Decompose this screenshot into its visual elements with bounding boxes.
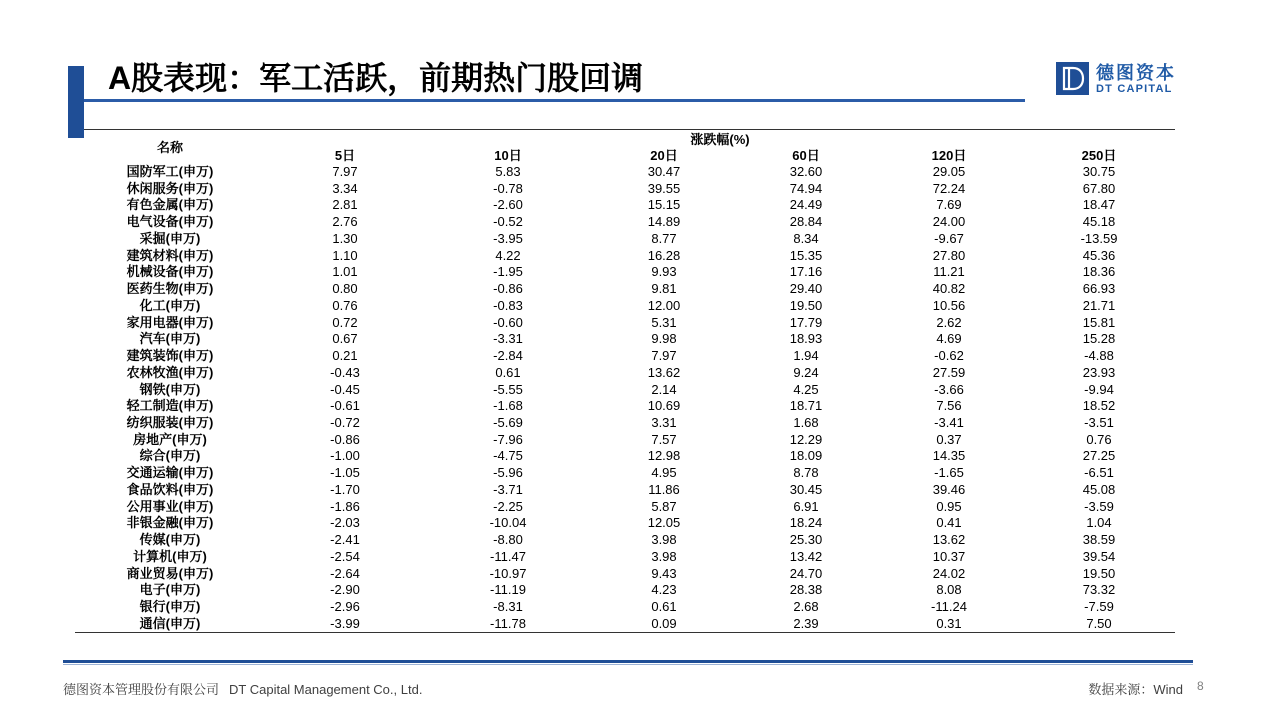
- change-10d: -8.80: [493, 532, 523, 548]
- change-250d: 15.81: [1082, 314, 1116, 330]
- header-period-20d: 20日: [650, 148, 678, 164]
- industry-name: 传媒(申万): [139, 532, 201, 548]
- industry-name: 医药生物(申万): [126, 281, 214, 297]
- change-10d: -1.95: [493, 264, 523, 280]
- change-20d: 39.55: [647, 180, 681, 196]
- performance-table: [75, 129, 1175, 633]
- change-250d: -3.51: [1084, 414, 1114, 430]
- change-250d: -9.94: [1084, 381, 1114, 397]
- change-60d: 15.35: [789, 247, 823, 263]
- change-5d: -2.96: [330, 599, 360, 615]
- change-20d: 0.09: [651, 615, 677, 631]
- change-5d: 3.34: [332, 180, 358, 196]
- change-5d: -2.64: [330, 565, 360, 581]
- footer-company-en: DT Capital Management Co., Ltd.: [229, 682, 423, 697]
- industry-name: 综合(申万): [139, 448, 201, 464]
- industry-name: 交通运输(申万): [126, 465, 214, 481]
- change-60d: 24.70: [789, 565, 823, 581]
- industry-name: 商业贸易(申万): [126, 565, 214, 581]
- title-accent-bar: [68, 66, 84, 138]
- change-5d: 0.76: [332, 297, 358, 313]
- footer-company-cn: 德图资本管理股份有限公司: [63, 682, 220, 697]
- table-row: [75, 264, 1175, 281]
- change-120d: 24.00: [932, 214, 966, 230]
- change-10d: -0.78: [493, 180, 523, 196]
- change-10d: -5.69: [493, 414, 523, 430]
- change-60d: 9.24: [793, 364, 819, 380]
- change-20d: 7.57: [651, 431, 677, 447]
- table-row: [75, 415, 1175, 432]
- change-120d: 2.62: [936, 314, 962, 330]
- industry-name: 采掘(申万): [139, 230, 201, 246]
- footer-company: [63, 682, 422, 698]
- table-header: [75, 130, 1175, 164]
- change-60d: 4.25: [793, 381, 819, 397]
- change-10d: -11.78: [490, 615, 526, 631]
- table-row: [75, 548, 1175, 565]
- industry-name: 食品饮料(申万): [126, 481, 214, 497]
- change-250d: 39.54: [1082, 548, 1116, 564]
- change-20d: 0.61: [651, 599, 677, 615]
- change-10d: -8.31: [493, 599, 523, 615]
- change-10d: -2.25: [493, 498, 523, 514]
- change-20d: 30.47: [647, 163, 681, 179]
- change-20d: 12.98: [647, 448, 681, 464]
- table-row: [75, 231, 1175, 248]
- change-60d: 18.71: [789, 398, 823, 414]
- change-5d: -0.61: [330, 398, 360, 414]
- change-250d: 66.93: [1082, 281, 1116, 297]
- change-10d: -3.31: [493, 331, 523, 347]
- change-5d: 0.80: [332, 281, 358, 297]
- change-20d: 9.98: [651, 331, 677, 347]
- table-row: [75, 247, 1175, 264]
- change-10d: -2.60: [493, 197, 523, 213]
- table-row: [75, 398, 1175, 415]
- change-10d: -10.04: [489, 515, 527, 531]
- change-250d: 18.36: [1082, 264, 1116, 280]
- table-row: [75, 498, 1175, 515]
- table-row: [75, 348, 1175, 365]
- change-10d: -10.97: [489, 565, 527, 581]
- table-row: [75, 281, 1175, 298]
- table-row: [75, 465, 1175, 482]
- change-60d: 74.94: [789, 180, 823, 196]
- header-name: 名称: [156, 140, 183, 156]
- change-60d: 8.34: [793, 230, 819, 246]
- industry-name: 轻工制造(申万): [126, 398, 214, 414]
- change-5d: -2.54: [330, 548, 360, 564]
- change-250d: 19.50: [1082, 565, 1116, 581]
- change-60d: 28.38: [789, 582, 823, 598]
- change-250d: 7.50: [1086, 615, 1112, 631]
- footer-divider-thin: [63, 664, 1193, 665]
- change-20d: 5.31: [651, 314, 677, 330]
- change-60d: 12.29: [789, 431, 823, 447]
- change-60d: 18.93: [789, 331, 823, 347]
- change-120d: 13.62: [932, 532, 966, 548]
- industry-name: 休闲服务(申万): [126, 180, 214, 196]
- table-row: [75, 515, 1175, 532]
- change-120d: 39.46: [932, 481, 966, 497]
- change-120d: 72.24: [932, 180, 966, 196]
- change-120d: -0.62: [934, 348, 964, 364]
- change-10d: -0.83: [493, 297, 523, 313]
- change-60d: 32.60: [789, 163, 823, 179]
- table-row: [75, 297, 1175, 314]
- slide-title: A股表现：军工活跃，前期热门股回调: [108, 60, 644, 96]
- change-250d: 18.47: [1082, 197, 1116, 213]
- change-60d: 25.30: [789, 532, 823, 548]
- change-10d: -7.96: [493, 431, 523, 447]
- change-250d: 23.93: [1082, 364, 1116, 380]
- industry-name: 有色金属(申万): [126, 197, 214, 213]
- change-10d: 0.61: [495, 364, 521, 380]
- table-row: [75, 615, 1175, 632]
- industry-name: 机械设备(申万): [126, 264, 214, 280]
- change-120d: 24.02: [932, 565, 966, 581]
- table-row: [75, 431, 1175, 448]
- change-20d: 14.89: [647, 214, 681, 230]
- change-250d: 0.76: [1086, 431, 1112, 447]
- change-5d: -1.05: [330, 465, 360, 481]
- change-60d: 2.39: [793, 615, 819, 631]
- change-120d: 10.56: [932, 297, 966, 313]
- change-250d: 30.75: [1082, 163, 1116, 179]
- change-10d: -1.68: [493, 398, 523, 414]
- change-20d: 9.93: [651, 264, 677, 280]
- change-20d: 15.15: [647, 197, 681, 213]
- change-250d: 45.36: [1082, 247, 1116, 263]
- change-60d: 19.50: [789, 297, 823, 313]
- change-60d: 17.79: [789, 314, 823, 330]
- change-5d: -0.86: [330, 431, 360, 447]
- change-120d: 11.21: [933, 264, 965, 280]
- change-5d: -0.72: [330, 414, 360, 430]
- d-logo-icon: [1056, 62, 1089, 95]
- header-period-10d: 10日: [494, 148, 522, 164]
- industry-name: 农林牧渔(申万): [126, 364, 214, 380]
- change-5d: -1.86: [330, 498, 360, 514]
- change-60d: 1.68: [793, 414, 819, 430]
- change-250d: 45.18: [1082, 214, 1116, 230]
- change-5d: -1.00: [330, 448, 360, 464]
- change-250d: -4.88: [1084, 348, 1114, 364]
- table-row: [75, 582, 1175, 599]
- industry-name: 银行(申万): [139, 599, 201, 615]
- change-10d: -0.60: [493, 314, 523, 330]
- change-120d: 27.80: [932, 247, 966, 263]
- change-5d: -2.90: [330, 582, 360, 598]
- change-20d: 9.43: [651, 565, 677, 581]
- change-120d: 10.37: [932, 548, 966, 564]
- change-60d: 2.68: [793, 599, 819, 615]
- change-20d: 3.31: [651, 414, 677, 430]
- change-250d: 38.59: [1082, 532, 1116, 548]
- logo-name-cn: 德图资本: [1096, 63, 1176, 83]
- change-20d: 13.62: [647, 364, 681, 380]
- header-change-pct: 涨跌幅(%): [690, 131, 750, 147]
- table-row: [75, 314, 1175, 331]
- change-250d: -7.59: [1084, 599, 1114, 615]
- change-60d: 18.24: [789, 515, 823, 531]
- header-period-250d: 250日: [1081, 148, 1117, 164]
- table-row: [75, 180, 1175, 197]
- table-row: [75, 482, 1175, 499]
- change-250d: 45.08: [1082, 481, 1116, 497]
- change-5d: 0.72: [332, 314, 358, 330]
- change-20d: 12.00: [647, 297, 681, 313]
- change-20d: 8.77: [651, 230, 677, 246]
- change-20d: 7.97: [651, 348, 677, 364]
- change-250d: -6.51: [1084, 465, 1114, 481]
- change-250d: 15.28: [1082, 331, 1116, 347]
- header-period-60d: 60日: [792, 148, 820, 164]
- change-20d: 5.87: [651, 498, 677, 514]
- logo-name-en: DT CAPITAL: [1096, 83, 1173, 95]
- change-250d: -13.59: [1080, 230, 1118, 246]
- change-250d: 27.25: [1082, 448, 1116, 464]
- change-20d: 11.86: [648, 481, 680, 497]
- change-120d: 0.31: [936, 615, 962, 631]
- change-5d: -2.03: [330, 515, 360, 531]
- change-20d: 10.69: [647, 398, 681, 414]
- industry-name: 计算机(申万): [133, 548, 207, 564]
- table-row: [75, 331, 1175, 348]
- change-5d: -0.45: [330, 381, 360, 397]
- change-120d: -3.66: [934, 381, 964, 397]
- change-20d: 3.98: [651, 532, 677, 548]
- industry-name: 钢铁(申万): [139, 381, 201, 397]
- industry-name: 化工(申万): [139, 297, 201, 313]
- change-20d: 3.98: [651, 548, 677, 564]
- change-60d: 13.42: [789, 548, 823, 564]
- change-60d: 1.94: [793, 348, 819, 364]
- change-250d: 1.04: [1086, 515, 1112, 531]
- change-5d: 1.10: [332, 247, 358, 263]
- industry-name: 电子(申万): [139, 582, 201, 598]
- industry-name: 非银金融(申万): [126, 515, 214, 531]
- header-period-120d: 120日: [931, 148, 967, 164]
- change-10d: -4.75: [493, 448, 523, 464]
- change-60d: 17.16: [789, 264, 823, 280]
- change-120d: -3.41: [934, 414, 964, 430]
- change-5d: 0.67: [332, 331, 358, 347]
- change-5d: 1.30: [332, 230, 358, 246]
- change-20d: 4.23: [651, 582, 677, 598]
- change-10d: -5.96: [493, 465, 523, 481]
- industry-name: 纺织服装(申万): [126, 414, 214, 430]
- industry-name: 建筑装饰(申万): [126, 348, 214, 364]
- industry-name: 电气设备(申万): [126, 214, 214, 230]
- company-logo: [1056, 62, 1180, 96]
- change-5d: 7.97: [332, 163, 358, 179]
- change-5d: -3.99: [330, 615, 360, 631]
- table-body: [75, 164, 1175, 633]
- change-20d: 4.95: [651, 465, 677, 481]
- change-120d: 40.82: [932, 281, 966, 297]
- change-20d: 9.81: [651, 281, 677, 297]
- table-row: [75, 599, 1175, 616]
- industry-name: 公用事业(申万): [126, 498, 214, 514]
- page-number: 8: [1197, 679, 1204, 693]
- industry-name: 通信(申万): [139, 615, 201, 631]
- change-120d: 8.08: [936, 582, 962, 598]
- header-period-5d: 5日: [334, 148, 356, 164]
- change-60d: 8.78: [793, 465, 819, 481]
- change-120d: 0.41: [936, 515, 962, 531]
- change-120d: 0.37: [936, 431, 962, 447]
- industry-name: 建筑材料(申万): [126, 247, 214, 263]
- change-120d: -9.67: [934, 230, 964, 246]
- change-120d: 0.95: [936, 498, 962, 514]
- change-120d: 27.59: [932, 364, 966, 380]
- change-10d: -11.19: [490, 582, 526, 598]
- table-row: [75, 448, 1175, 465]
- data-source: 数据来源：Wind: [1088, 682, 1183, 697]
- change-10d: -0.52: [493, 214, 523, 230]
- footer-divider: [63, 660, 1193, 663]
- change-5d: 2.76: [332, 214, 358, 230]
- change-20d: 2.14: [651, 381, 677, 397]
- table-row: [75, 565, 1175, 582]
- change-5d: 0.21: [332, 348, 358, 364]
- industry-name: 家用电器(申万): [126, 314, 214, 330]
- change-20d: 12.05: [647, 515, 681, 531]
- change-120d: -11.24: [931, 599, 967, 615]
- table-row: [75, 197, 1175, 214]
- table-row: [75, 164, 1175, 181]
- table-row: [75, 532, 1175, 549]
- change-60d: 29.40: [789, 281, 823, 297]
- change-250d: 67.80: [1082, 180, 1116, 196]
- change-20d: 16.28: [647, 247, 681, 263]
- change-10d: 4.22: [495, 247, 521, 263]
- change-10d: -3.71: [493, 481, 523, 497]
- change-5d: -1.70: [330, 481, 360, 497]
- change-250d: -3.59: [1084, 498, 1114, 514]
- industry-name: 国防军工(申万): [126, 163, 214, 179]
- change-5d: -2.41: [330, 532, 360, 548]
- change-60d: 30.45: [789, 481, 823, 497]
- change-120d: 7.56: [936, 398, 962, 414]
- table-row: [75, 214, 1175, 231]
- change-60d: 28.84: [789, 214, 823, 230]
- title-underline: [84, 99, 1025, 102]
- change-250d: 18.52: [1082, 398, 1116, 414]
- change-10d: -3.95: [493, 230, 523, 246]
- change-60d: 24.49: [789, 197, 823, 213]
- change-120d: 4.69: [936, 331, 962, 347]
- change-120d: -1.65: [934, 465, 964, 481]
- header-periods: [265, 146, 1175, 164]
- change-120d: 7.69: [936, 197, 962, 213]
- change-10d: -11.47: [490, 548, 526, 564]
- change-5d: -0.43: [330, 364, 360, 380]
- change-120d: 29.05: [932, 163, 966, 179]
- change-250d: 21.71: [1082, 297, 1116, 313]
- change-60d: 18.09: [789, 448, 823, 464]
- industry-name: 房地产(申万): [133, 431, 207, 447]
- change-120d: 14.35: [932, 448, 966, 464]
- change-10d: 5.83: [495, 163, 521, 179]
- change-10d: -5.55: [493, 381, 523, 397]
- industry-name: 汽车(申万): [139, 331, 201, 347]
- change-5d: 2.81: [332, 197, 358, 213]
- table-row: [75, 364, 1175, 381]
- change-10d: -2.84: [493, 348, 523, 364]
- change-60d: 6.91: [793, 498, 819, 514]
- change-10d: -0.86: [493, 281, 523, 297]
- table-row: [75, 381, 1175, 398]
- change-5d: 1.01: [332, 264, 358, 280]
- change-250d: 73.32: [1082, 582, 1116, 598]
